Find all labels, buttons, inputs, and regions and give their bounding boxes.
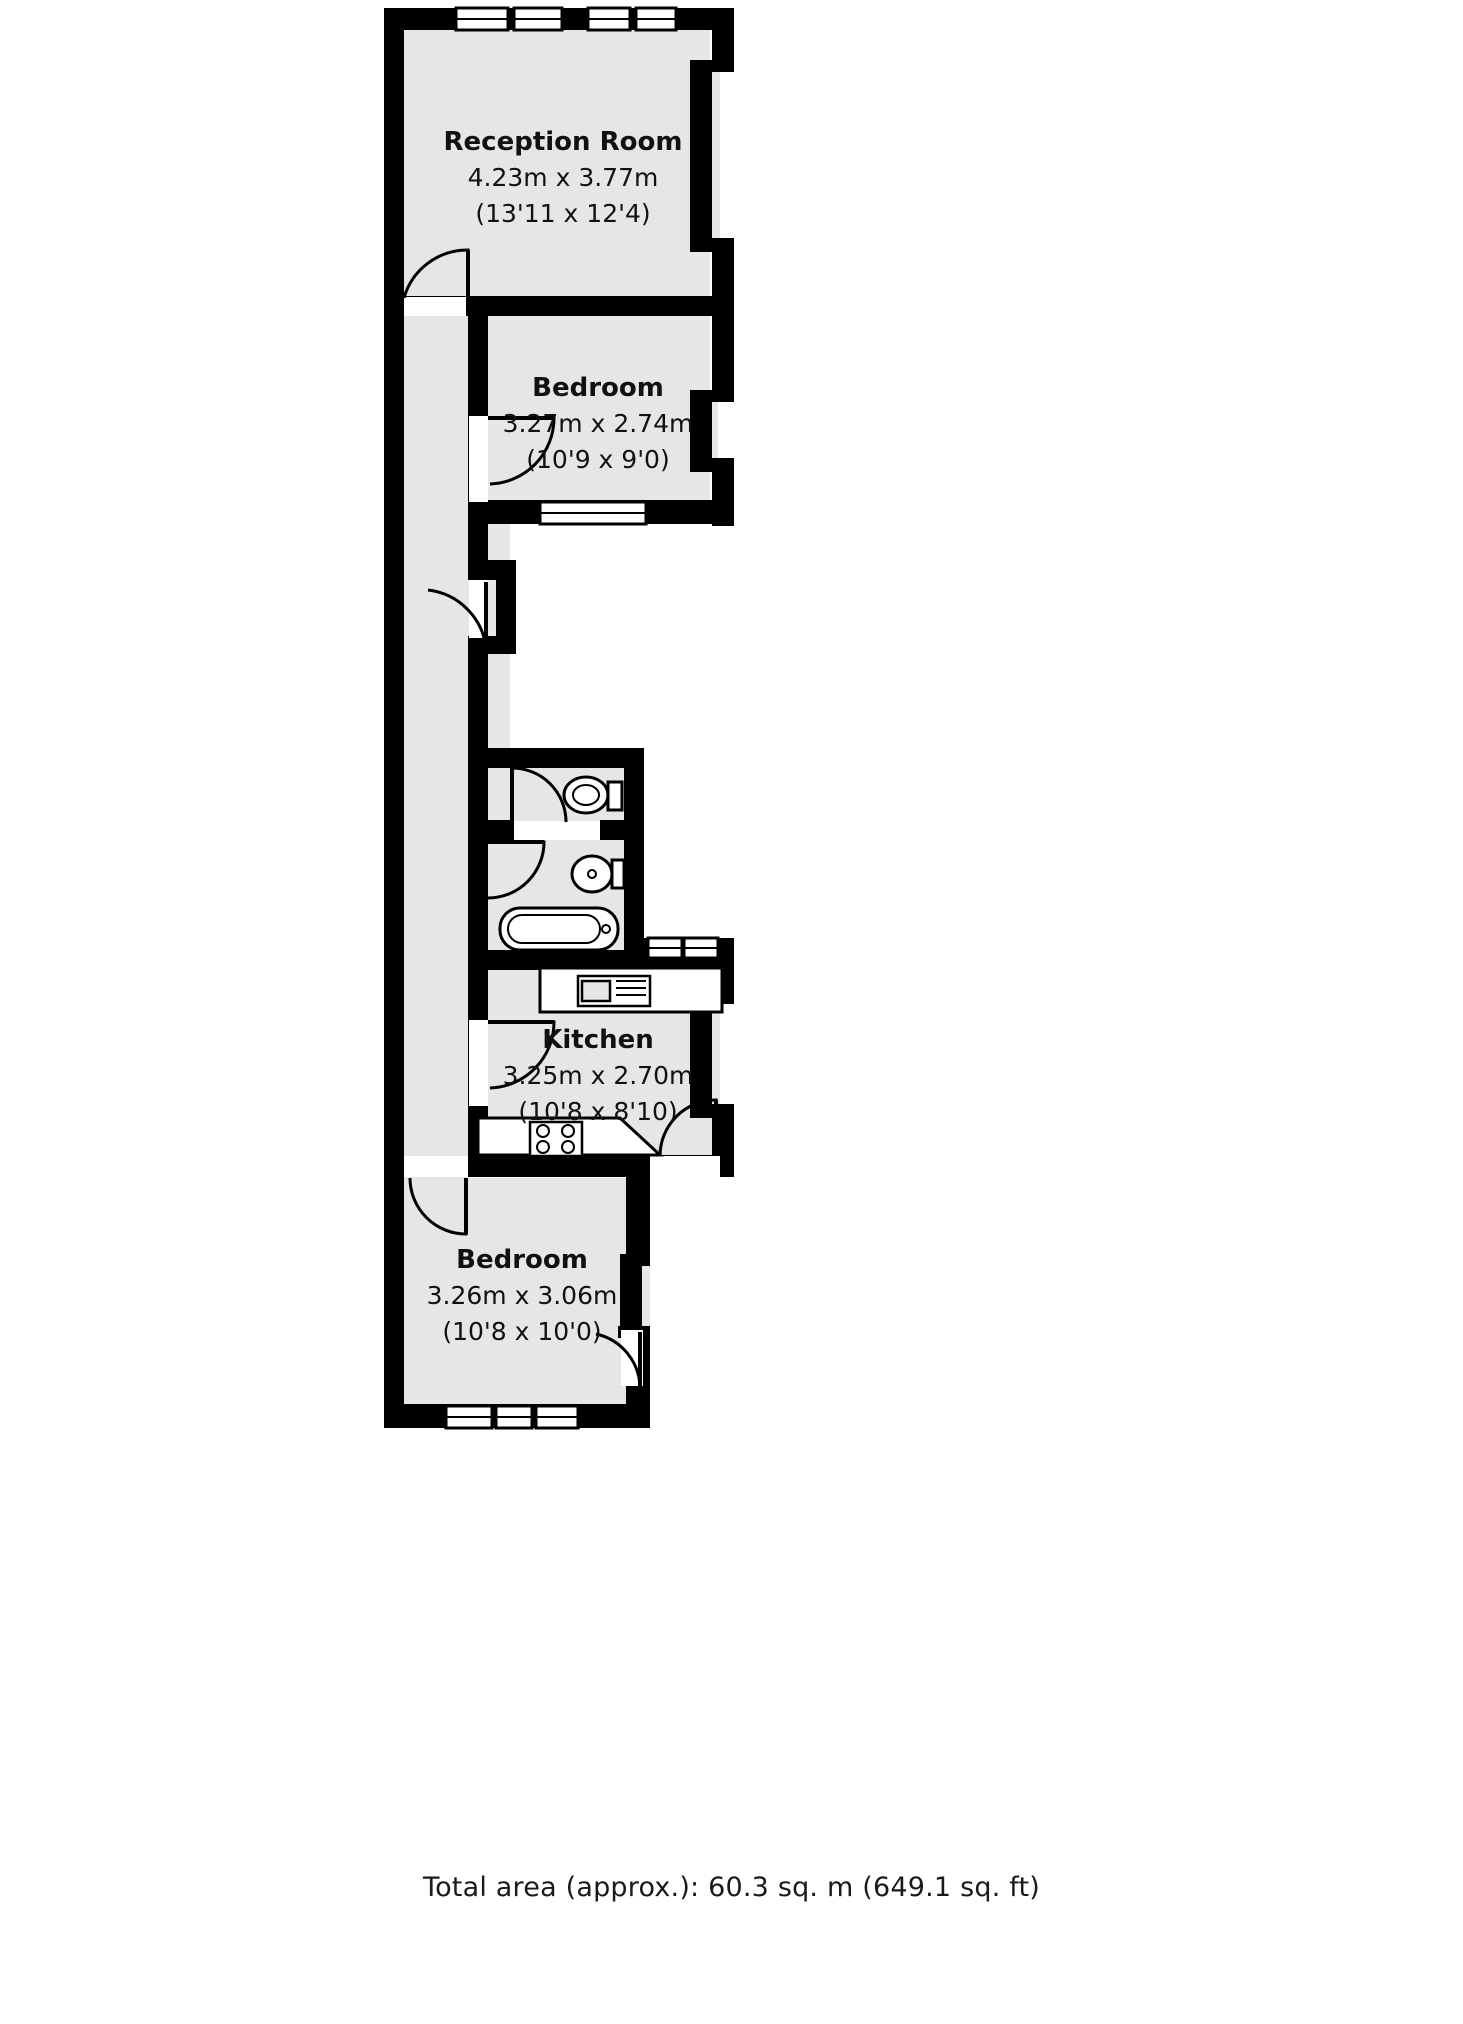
room-label-reception-room xyxy=(444,127,683,228)
window-reception-4 xyxy=(636,8,676,30)
window-bedroom-rear-2 xyxy=(496,1406,532,1428)
bedroom-rear-name: Bedroom xyxy=(456,1245,588,1275)
bedroom-front-metric: 3.27m x 2.74m xyxy=(502,409,694,438)
partition-bedroom-rear-right-a xyxy=(626,1176,650,1266)
gap-wc-door xyxy=(514,821,600,840)
floor-fill-group xyxy=(400,20,720,1428)
cooker-hob-fixture xyxy=(530,1122,582,1156)
partition-hall-right-c xyxy=(468,636,488,766)
bedroom-rear-metric: 3.26m x 3.06m xyxy=(426,1281,618,1310)
gap-bedroom-front-door xyxy=(469,416,488,502)
total-area-caption: Total area (approx.): 60.3 sq. m (649.1 sq. ft) xyxy=(422,1872,1041,1903)
window-kitchen-2 xyxy=(684,938,718,958)
exterior-wall-left xyxy=(384,8,404,1428)
gap-kitchen-rear-door xyxy=(650,1156,720,1177)
partition-wc-top xyxy=(468,748,644,768)
gap-kitchen-door xyxy=(469,1020,488,1106)
reception-room-metric: 4.23m x 3.77m xyxy=(467,163,659,192)
kitchen-name: Kitchen xyxy=(542,1025,654,1055)
partition-bedroom-rear-right-b xyxy=(620,1254,642,1334)
bedroom-front-name: Bedroom xyxy=(532,373,664,403)
exterior-wall-right-a xyxy=(712,8,734,68)
hallway-floor xyxy=(400,300,470,1180)
window-bedroom-rear-1 xyxy=(446,1406,492,1428)
window-reception-2 xyxy=(514,8,562,30)
window-reception-1 xyxy=(456,8,508,30)
bedroom-front-imperial: (10'9 x 9'0) xyxy=(526,445,670,474)
window-bedroom-rear-3 xyxy=(536,1406,578,1428)
kitchen-sink-fixture xyxy=(578,976,650,1006)
reception-room-floor xyxy=(400,20,710,300)
reception-room-name: Reception Room xyxy=(443,127,683,157)
partition-wc-right xyxy=(624,748,644,960)
exterior-wall-right-b xyxy=(690,60,712,250)
partition-wc-left xyxy=(468,748,488,826)
wc-toilet-fixture xyxy=(564,777,622,813)
gap-bedroom-rear-door xyxy=(404,1156,468,1177)
partition-wc-bottom-right xyxy=(600,820,644,840)
bedroom-rear-imperial: (10'8 x 10'0) xyxy=(442,1317,602,1346)
gap-reception-door xyxy=(404,297,468,316)
wash-basin-fixture xyxy=(572,856,624,892)
kitchen-metric: 3.25m x 2.70m xyxy=(502,1061,694,1090)
reception-room-imperial: (13'11 x 12'4) xyxy=(475,199,651,228)
window-reception-3 xyxy=(588,8,630,30)
window-bedroom-front xyxy=(540,502,646,524)
exterior-wall-right-d xyxy=(712,316,734,394)
kitchen-imperial: (10'8 x 8'10) xyxy=(518,1097,678,1126)
window-kitchen-1 xyxy=(648,938,682,958)
bathtub-fixture xyxy=(500,908,618,950)
